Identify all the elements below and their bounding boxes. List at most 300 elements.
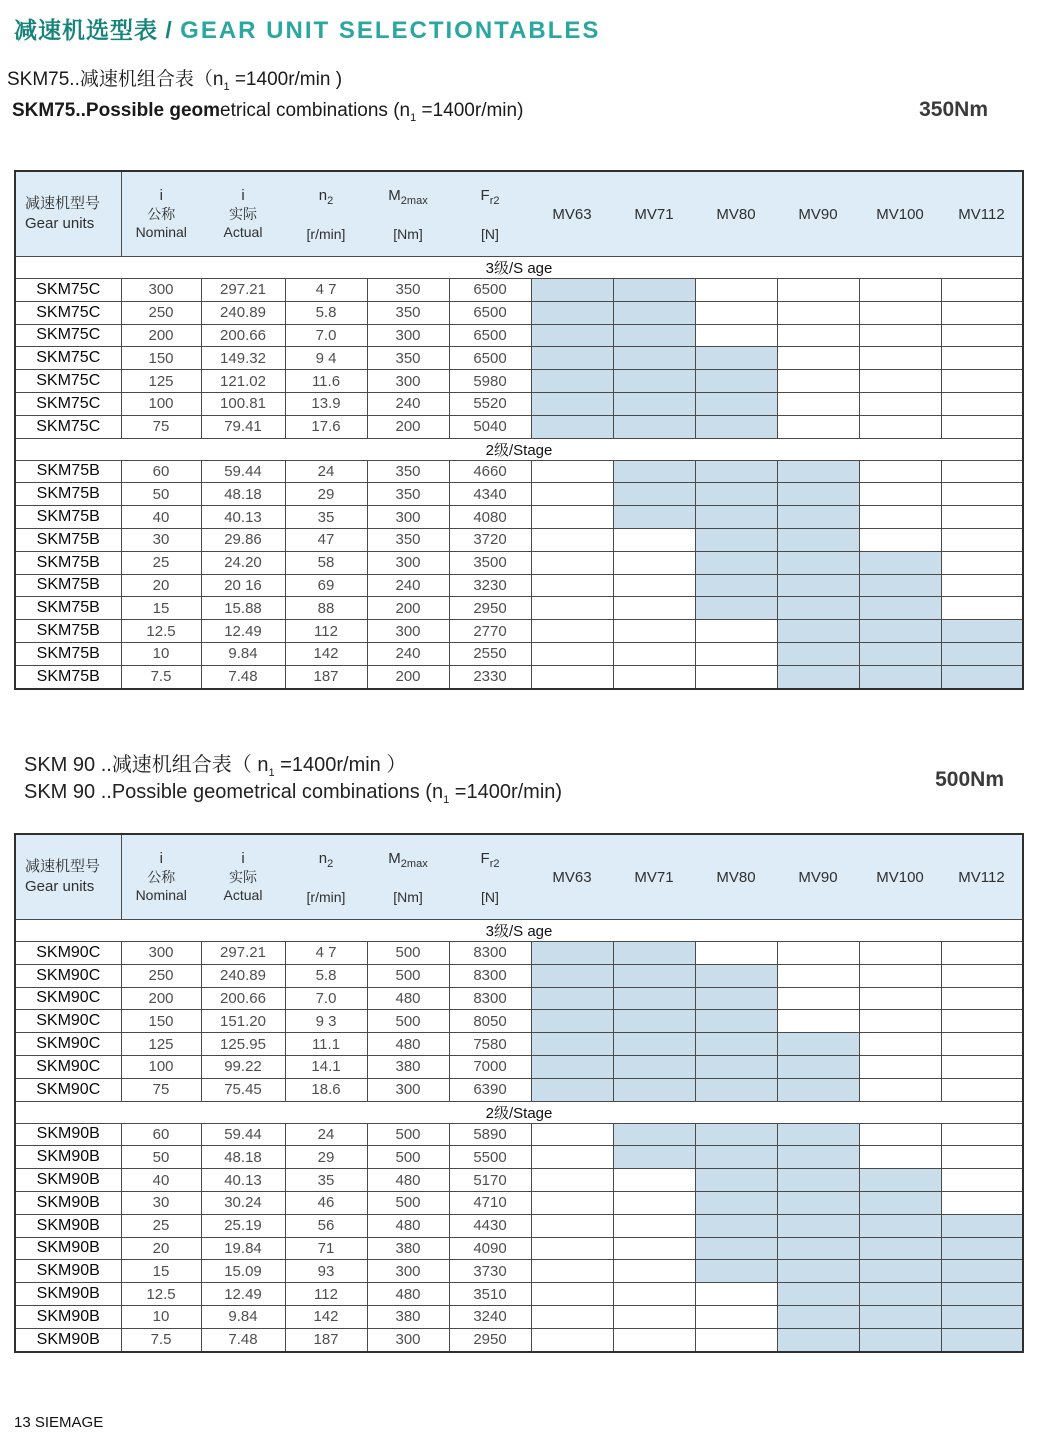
cell-gear-unit: SKM75B [15,460,121,483]
cell-i-nominal: 150 [121,347,201,370]
cell-gear-unit: SKM90B [15,1237,121,1260]
cell-i-actual: 121.02 [201,370,285,393]
cell-i-nominal: 50 [121,1146,201,1169]
cell-mv80 [695,964,777,987]
cell-i-actual: 59.44 [201,460,285,483]
cell-gear-unit: SKM75C [15,301,121,324]
cell-mv63 [531,1283,613,1306]
cell-mv100 [859,370,941,393]
cell-i-actual: 100.81 [201,392,285,415]
cell-mv71 [613,279,695,302]
cell-mv80 [695,415,777,438]
cell-n2: 11.6 [285,370,367,393]
cell-i-actual: 9.84 [201,1305,285,1328]
cell-n2: 112 [285,620,367,643]
cell-mv90 [777,528,859,551]
cell-fr2: 5500 [449,1146,531,1169]
table-row [15,392,1023,415]
cell-fr2: 8300 [449,964,531,987]
cell-mv71 [613,506,695,529]
cell-m2max: 200 [367,665,449,688]
table-row [15,574,1023,597]
cell-mv71 [613,1146,695,1169]
cell-mv90 [777,1169,859,1192]
cell-mv80 [695,1010,777,1033]
cell-n2: 71 [285,1237,367,1260]
cell-mv112 [941,1237,1023,1260]
cell-gear-unit: SKM75B [15,551,121,574]
cell-i-nominal: 7.5 [121,1328,201,1351]
cell-fr2: 4710 [449,1191,531,1214]
col-header-mv112: MV112 [941,171,1023,257]
cell-i-actual: 12.49 [201,620,285,643]
col-header-mv63: MV63 [531,834,613,920]
table2-subtitle-zh: SKM 90 ..减速机组合表（ $n_1 =1400r/\min$ ） [24,754,407,779]
cell-mv71 [613,1123,695,1146]
cell-i-actual: 7.48 [201,1328,285,1351]
section-row [15,920,1023,942]
cell-m2max: 240 [367,642,449,665]
cell-mv71 [613,1305,695,1328]
cell-mv112 [941,1123,1023,1146]
cell-i-actual: 29.86 [201,528,285,551]
cell-i-nominal: 200 [121,324,201,347]
col-header-mv80: MV80 [695,171,777,257]
cell-i-nominal: 25 [121,551,201,574]
cell-gear-unit: SKM90C [15,1033,121,1056]
cell-mv71 [613,987,695,1010]
table-row [15,642,1023,665]
cell-fr2: 4660 [449,460,531,483]
col-header-i-actual: i 实际 Actual [201,834,285,920]
table-row [15,1214,1023,1237]
cell-mv80 [695,460,777,483]
cell-n2: 187 [285,1328,367,1351]
col-header-m2max: $M_{2max}$ [Nm] [367,834,449,920]
cell-mv63 [531,1214,613,1237]
cell-mv90 [777,460,859,483]
cell-mv63 [531,987,613,1010]
cell-mv112 [941,1010,1023,1033]
cell-gear-unit: SKM90C [15,1055,121,1078]
cell-i-actual: 40.13 [201,506,285,529]
table-row [15,483,1023,506]
cell-mv112 [941,528,1023,551]
section-row [15,257,1023,279]
cell-gear-unit: SKM90B [15,1191,121,1214]
gear-units-label-zh: 减速机型号 [25,858,101,875]
section-label: 2级/Stage [485,441,553,459]
cell-mv63 [531,301,613,324]
cell-mv63 [531,1055,613,1078]
col-header-i-nominal: i 公称 Nominal [121,834,201,920]
cell-mv112 [941,370,1023,393]
cell-mv63 [531,324,613,347]
cell-mv80 [695,1055,777,1078]
cell-mv100 [859,1305,941,1328]
cell-n2: 29 [285,1146,367,1169]
cell-m2max: 480 [367,1033,449,1056]
table-row [15,1010,1023,1033]
table-row [15,1169,1023,1192]
cell-m2max: 200 [367,415,449,438]
cell-i-actual: 15.09 [201,1260,285,1283]
gear-units-label-en: Gear units [25,215,95,232]
cell-mv112 [941,301,1023,324]
cell-mv112 [941,1328,1023,1351]
cell-mv90 [777,1328,859,1351]
cell-i-nominal: 250 [121,301,201,324]
cell-n2: 9 4 [285,347,367,370]
cell-gear-unit: SKM90C [15,964,121,987]
cell-mv90 [777,1305,859,1328]
table1-torque-rating: 350Nm [919,98,988,121]
cell-gear-unit: SKM75B [15,528,121,551]
cell-gear-unit: SKM90B [15,1305,121,1328]
cell-mv71 [613,1328,695,1351]
cell-mv80 [695,483,777,506]
table-row [15,1328,1023,1351]
cell-mv112 [941,1169,1023,1192]
cell-i-actual: 25.19 [201,1214,285,1237]
table2-torque-rating: 500Nm [935,768,1004,791]
cell-mv90 [777,964,859,987]
cell-gear-unit: SKM75B [15,574,121,597]
cell-i-nominal: 10 [121,642,201,665]
cell-i-nominal: 300 [121,279,201,302]
cell-mv71 [613,324,695,347]
cell-mv90 [777,1010,859,1033]
cell-gear-unit: SKM90C [15,987,121,1010]
cell-i-nominal: 100 [121,392,201,415]
page-title-zh: 减速机选型表 / [14,17,181,43]
cell-gear-unit: SKM90B [15,1123,121,1146]
cell-gear-unit: SKM90B [15,1214,121,1237]
cell-mv112 [941,347,1023,370]
cell-fr2: 2770 [449,620,531,643]
table-row [15,324,1023,347]
cell-n2: 35 [285,1169,367,1192]
cell-mv63 [531,551,613,574]
cell-mv90 [777,1146,859,1169]
cell-i-actual: 9.84 [201,642,285,665]
cell-mv112 [941,1283,1023,1306]
cell-n2: 187 [285,665,367,688]
cell-mv90 [777,392,859,415]
cell-mv80 [695,392,777,415]
cell-i-actual: 200.66 [201,324,285,347]
cell-mv71 [613,1010,695,1033]
cell-i-nominal: 7.5 [121,665,201,688]
cell-i-nominal: 12.5 [121,1283,201,1306]
cell-mv63 [531,1328,613,1351]
cell-mv90 [777,1033,859,1056]
cell-mv63 [531,1033,613,1056]
cell-gear-unit: SKM75B [15,642,121,665]
cell-i-nominal: 60 [121,460,201,483]
cell-mv100 [859,1078,941,1101]
cell-m2max: 350 [367,528,449,551]
cell-m2max: 480 [367,1169,449,1192]
cell-mv112 [941,392,1023,415]
cell-n2: 88 [285,597,367,620]
cell-mv90 [777,415,859,438]
cell-m2max: 500 [367,1010,449,1033]
cell-mv80 [695,551,777,574]
cell-mv71 [613,1169,695,1192]
cell-i-nominal: 100 [121,1055,201,1078]
cell-n2: 112 [285,1283,367,1306]
cell-mv71 [613,1055,695,1078]
table-row [15,347,1023,370]
cell-mv100 [859,460,941,483]
cell-mv71 [613,574,695,597]
table-row [15,942,1023,965]
cell-i-actual: 240.89 [201,301,285,324]
cell-mv63 [531,1191,613,1214]
cell-mv63 [531,964,613,987]
cell-fr2: 6500 [449,279,531,302]
cell-i-nominal: 250 [121,964,201,987]
cell-n2: 17.6 [285,415,367,438]
table-row [15,1078,1023,1101]
cell-mv71 [613,483,695,506]
cell-mv63 [531,597,613,620]
cell-fr2: 8300 [449,987,531,1010]
cell-i-actual: 40.13 [201,1169,285,1192]
cell-i-nominal: 40 [121,1169,201,1192]
cell-fr2: 2950 [449,1328,531,1351]
cell-i-nominal: 30 [121,1191,201,1214]
table-row [15,415,1023,438]
table-row [15,301,1023,324]
cell-fr2: 6500 [449,347,531,370]
cell-mv63 [531,415,613,438]
cell-mv112 [941,415,1023,438]
cell-mv90 [777,1191,859,1214]
cell-i-nominal: 125 [121,370,201,393]
cell-i-actual: 79.41 [201,415,285,438]
cell-mv100 [859,642,941,665]
cell-i-nominal: 60 [121,1123,201,1146]
cell-n2: 47 [285,528,367,551]
cell-fr2: 4090 [449,1237,531,1260]
col-header-n2: $n_2$ [r/min] [285,171,367,257]
col-header-gear-units [15,834,121,920]
cell-gear-unit: SKM90C [15,942,121,965]
cell-gear-unit: SKM75B [15,620,121,643]
cell-n2: 14.1 [285,1055,367,1078]
cell-mv100 [859,942,941,965]
cell-n2: 7.0 [285,324,367,347]
cell-i-actual: 59.44 [201,1123,285,1146]
table-row [15,279,1023,302]
gear-units-label-en: Gear units [25,878,95,895]
gear-units-label-zh: 减速机型号 [25,195,101,212]
cell-mv100 [859,1033,941,1056]
cell-mv63 [531,1169,613,1192]
cell-fr2: 3500 [449,551,531,574]
cell-m2max: 500 [367,942,449,965]
cell-n2: 58 [285,551,367,574]
cell-mv63 [531,347,613,370]
cell-mv63 [531,1078,613,1101]
cell-mv71 [613,642,695,665]
cell-mv100 [859,279,941,302]
cell-mv90 [777,370,859,393]
cell-m2max: 240 [367,392,449,415]
cell-gear-unit: SKM75C [15,392,121,415]
table-row [15,1055,1023,1078]
cell-n2: 24 [285,460,367,483]
cell-mv80 [695,1237,777,1260]
cell-mv63 [531,1146,613,1169]
section-row [15,1101,1023,1123]
cell-gear-unit: SKM75C [15,279,121,302]
cell-mv112 [941,1033,1023,1056]
cell-mv100 [859,665,941,688]
cell-m2max: 350 [367,347,449,370]
cell-gear-unit: SKM75B [15,665,121,688]
cell-i-nominal: 150 [121,1010,201,1033]
cell-mv100 [859,620,941,643]
cell-m2max: 300 [367,506,449,529]
page-title-en: GEAR UNIT SELECTIONTABLES [180,17,601,44]
cell-mv63 [531,574,613,597]
cell-mv90 [777,483,859,506]
cell-mv71 [613,1237,695,1260]
cell-mv80 [695,620,777,643]
cell-i-actual: 125.95 [201,1033,285,1056]
col-header-i-nominal: i 公称 Nominal [121,171,201,257]
cell-gear-unit: SKM90B [15,1146,121,1169]
cell-n2: 13.9 [285,392,367,415]
cell-mv63 [531,370,613,393]
cell-fr2: 3230 [449,574,531,597]
cell-m2max: 300 [367,1078,449,1101]
cell-mv100 [859,597,941,620]
cell-mv100 [859,964,941,987]
cell-i-actual: 149.32 [201,347,285,370]
cell-fr2: 4080 [449,506,531,529]
cell-mv112 [941,1214,1023,1237]
cell-mv71 [613,942,695,965]
cell-mv112 [941,574,1023,597]
cell-fr2: 5520 [449,392,531,415]
cell-mv100 [859,1123,941,1146]
cell-m2max: 500 [367,1123,449,1146]
cell-m2max: 480 [367,987,449,1010]
cell-mv112 [941,1146,1023,1169]
cell-i-nominal: 125 [121,1033,201,1056]
col-header-mv71: MV71 [613,171,695,257]
cell-mv90 [777,665,859,688]
cell-fr2: 4430 [449,1214,531,1237]
cell-mv80 [695,1078,777,1101]
table1-subtitle-zh: SKM75..减速机组合表（$n_1 =1400r/\min$ ) [7,69,343,93]
cell-mv100 [859,574,941,597]
col-header-gear-units [15,171,121,257]
cell-i-nominal: 20 [121,1237,201,1260]
cell-mv63 [531,1123,613,1146]
cell-mv63 [531,1305,613,1328]
cell-gear-unit: SKM90B [15,1328,121,1351]
cell-m2max: 300 [367,620,449,643]
cell-mv100 [859,528,941,551]
cell-mv80 [695,1328,777,1351]
cell-mv112 [941,665,1023,688]
cell-mv71 [613,964,695,987]
cell-m2max: 300 [367,1328,449,1351]
cell-mv112 [941,964,1023,987]
cell-fr2: 3720 [449,528,531,551]
cell-i-nominal: 20 [121,574,201,597]
cell-i-actual: 24.20 [201,551,285,574]
cell-mv90 [777,1055,859,1078]
cell-n2: 46 [285,1191,367,1214]
cell-n2: 56 [285,1214,367,1237]
cell-i-nominal: 75 [121,415,201,438]
section-label: 3级/S age [485,923,553,940]
gear-table-skm75 [14,170,1024,690]
cell-gear-unit: SKM75C [15,324,121,347]
cell-n2: 24 [285,1123,367,1146]
cell-i-actual: 75.45 [201,1078,285,1101]
cell-gear-unit: SKM90B [15,1260,121,1283]
cell-mv100 [859,415,941,438]
cell-n2: 4 7 [285,942,367,965]
cell-mv71 [613,1260,695,1283]
cell-mv90 [777,987,859,1010]
cell-mv80 [695,1146,777,1169]
cell-mv112 [941,1055,1023,1078]
cell-mv90 [777,942,859,965]
cell-i-actual: 30.24 [201,1191,285,1214]
cell-n2: 29 [285,483,367,506]
cell-fr2: 5170 [449,1169,531,1192]
cell-i-nominal: 40 [121,506,201,529]
cell-gear-unit: SKM75C [15,370,121,393]
cell-mv80 [695,528,777,551]
cell-gear-unit: SKM75B [15,483,121,506]
table-row [15,665,1023,688]
table-row [15,1146,1023,1169]
cell-n2: 4 7 [285,279,367,302]
cell-m2max: 300 [367,551,449,574]
cell-m2max: 380 [367,1305,449,1328]
section-row [15,438,1023,460]
cell-n2: 142 [285,1305,367,1328]
cell-mv71 [613,1033,695,1056]
cell-mv90 [777,620,859,643]
cell-mv90 [777,1078,859,1101]
cell-fr2: 5980 [449,370,531,393]
table-row [15,1033,1023,1056]
cell-mv100 [859,483,941,506]
cell-n2: 9 3 [285,1010,367,1033]
cell-i-actual: 12.49 [201,1283,285,1306]
col-header-mv90: MV90 [777,171,859,257]
cell-fr2: 8050 [449,1010,531,1033]
cell-mv90 [777,597,859,620]
cell-n2: 18.6 [285,1078,367,1101]
col-header-fr2: $F_{r2}$ [N] [449,171,531,257]
cell-mv90 [777,1123,859,1146]
cell-n2: 11.1 [285,1033,367,1056]
cell-m2max: 480 [367,1283,449,1306]
cell-mv90 [777,1283,859,1306]
cell-mv112 [941,506,1023,529]
